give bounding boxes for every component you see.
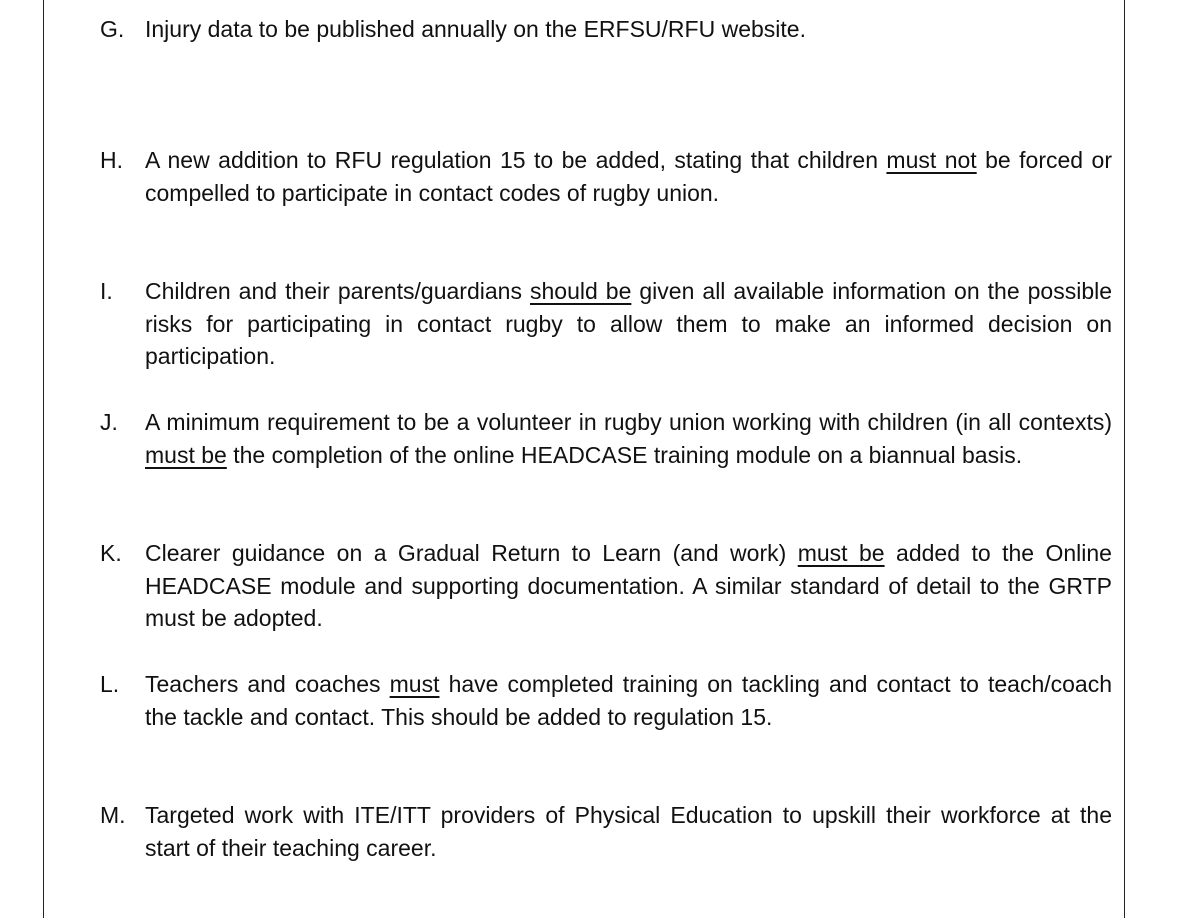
emphasis-text: should be: [529, 278, 632, 304]
item-letter: J.: [100, 409, 118, 435]
list-item-m: [100, 799, 1112, 864]
item-text: Children and their parents/guardians should be given all available information on the possible risks for participating in contact rugby to allow them to make an informed decision on participation.: [145, 278, 1113, 369]
emphasis-text: must not: [886, 147, 977, 173]
item-letter: K.: [100, 540, 122, 566]
emphasis-text: must be: [797, 540, 885, 566]
item-text: A new addition to RFU regulation 15 to be added, stating that children must not be forced or compelled to participate in contact codes of rugby union.: [145, 147, 1112, 206]
list-item-j: [100, 406, 1112, 471]
item-letter: H.: [100, 147, 123, 173]
item-text: A minimum requirement to be a volunteer in rugby union working with children (in all contexts) must be the completion of the online HEADCASE training module on a biannual basis.: [145, 409, 1112, 468]
list-item-k: [100, 537, 1112, 635]
item-text: Clearer guidance on a Gradual Return to Learn (and work) must be added to the Online HEADCASE module and supporting documentation. A similar standard of detail to the GRTP must be adopted.: [145, 540, 1112, 631]
list-item-h: [100, 144, 1112, 209]
item-text: Teachers and coaches must have completed training on tackling and contact to teach/coach the tackle and contact. This should be added to regulation 15.: [145, 671, 1112, 730]
item-letter: I.: [100, 278, 113, 304]
item-text: Targeted work with ITE/ITT providers of Physical Education to upskill their workforce at the start of their teaching career.: [145, 802, 1112, 861]
item-letter: G.: [100, 16, 125, 42]
list-item-i: [100, 275, 1112, 373]
item-text: Injury data to be published annually on the ERFSU/RFU website.: [145, 16, 806, 42]
item-letter: M.: [100, 802, 126, 828]
emphasis-text: must: [389, 671, 440, 697]
list-item-g: [100, 13, 1112, 46]
emphasis-text: must be: [145, 441, 227, 468]
list-item-l: [100, 668, 1112, 733]
item-letter: L.: [100, 671, 120, 697]
